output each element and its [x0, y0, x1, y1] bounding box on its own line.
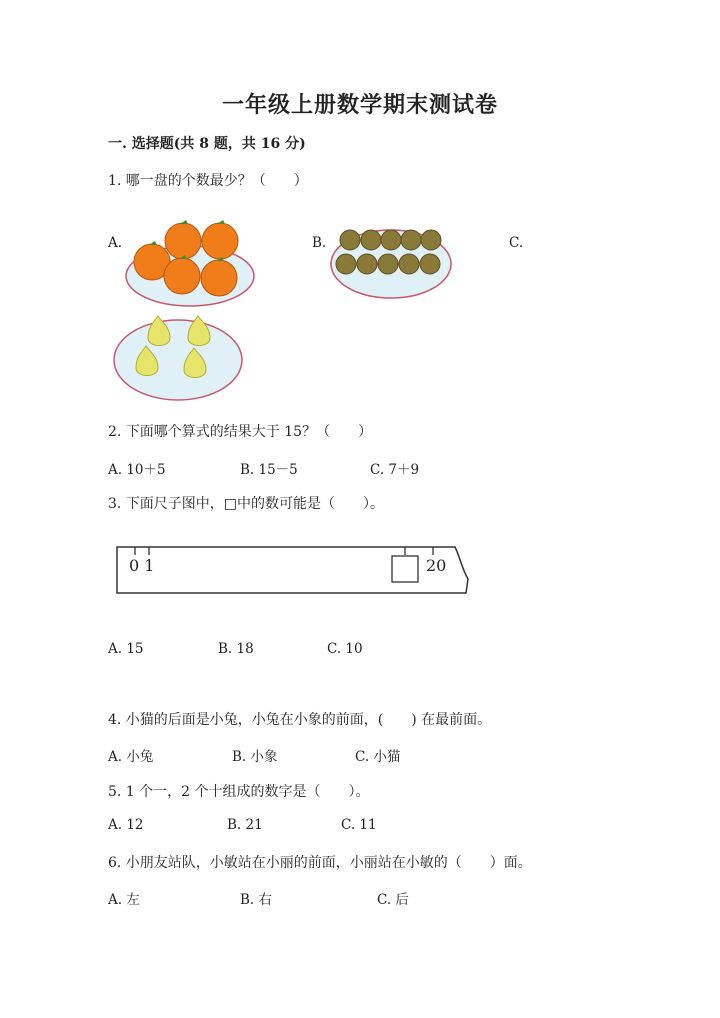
ruler-label-start: 0 1 [129, 556, 155, 575]
answer-box [392, 556, 418, 582]
question-5-option-c[interactable]: C. 11 [341, 817, 377, 833]
question-6-text: 6. 小朋友站队，小敏站在小丽的前面，小丽站在小敏的（ ）面。 [108, 855, 532, 871]
question-6-option-a[interactable]: A. 左 [108, 892, 140, 908]
question-1-text: 1. 哪一盘的个数最少？（ ） [108, 173, 308, 189]
oranges-plate-image [120, 210, 260, 310]
question-3-option-c[interactable]: C. 10 [327, 641, 363, 657]
question-3-option-a[interactable]: A. 15 [108, 641, 144, 657]
question-3-option-b[interactable]: B. 18 [218, 641, 254, 657]
question-2-text: 2. 下面哪个算式的结果大于 15？（ ） [108, 424, 373, 440]
ruler-image [116, 543, 472, 597]
question-4-option-b[interactable]: B. 小象 [232, 749, 278, 765]
page-title: 一年级上册数学期末测试卷 [221, 92, 498, 118]
question-1-option-b[interactable]: B. [312, 235, 327, 251]
ruler-label-end: 20 [426, 556, 447, 575]
kiwis-plate-image [328, 220, 454, 300]
section-heading: 一. 选择题(共 8 题，共 16 分) [108, 136, 306, 152]
question-5-text: 5. 1 个一，2 个十组成的数字是（ ）。 [108, 784, 370, 800]
question-5-option-a[interactable]: A. 12 [108, 817, 144, 833]
question-6-option-b[interactable]: B. 右 [240, 892, 273, 908]
pears-plate-image [108, 308, 248, 404]
question-2-option-a[interactable]: A. 10＋5 [108, 462, 166, 478]
question-4-text: 4. 小猫的后面是小兔，小兔在小象的前面，( ) 在最前面。 [108, 712, 492, 728]
question-4-option-a[interactable]: A. 小兔 [108, 749, 154, 765]
question-3-text: 3. 下面尺子图中，□中的数可能是（ ）。 [108, 496, 385, 512]
question-1-option-a[interactable]: A. [108, 235, 123, 251]
question-1-option-c[interactable]: C. [509, 235, 524, 251]
question-6-option-c[interactable]: C. 后 [377, 892, 409, 908]
question-5-option-b[interactable]: B. 21 [227, 817, 263, 833]
question-2-option-b[interactable]: B. 15－5 [240, 462, 298, 478]
question-4-option-c[interactable]: C. 小猫 [355, 749, 401, 765]
question-2-option-c[interactable]: C. 7＋9 [370, 462, 420, 478]
